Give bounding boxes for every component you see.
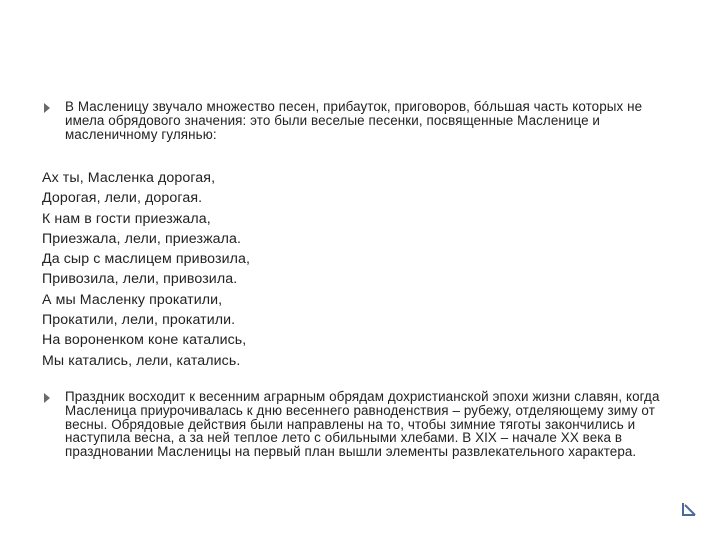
verse-line: На вороненком коне катались,	[42, 332, 247, 349]
corner-mark-diagonal	[685, 505, 695, 515]
verse-line: Ах ты, Масленка дорогая,	[42, 170, 216, 186]
verse-line: К нам в гости приезжала,	[42, 210, 211, 227]
verse-line: Привозила, лели, привозила.	[42, 271, 238, 288]
verse-line: Дорогая, лели, дорогая.	[42, 190, 203, 207]
bullet-item-history	[44, 390, 684, 459]
verse-line: Мы катались, лели, катались.	[42, 352, 241, 369]
bullet-item-intro	[44, 100, 684, 141]
bullet-text-history: Праздник восходит к весенним аграрным обрядам дохристианской эпохи жизни славян, когда Масленица приурочивалась к дню весеннего равноденствия – рубежу, отделяющему зиму от весны. Обрядовые действия были направлены на то, чтобы зимние тяготы закончились и наступила весна, а за ней теплое лето с обильными хлебами. В XIX – начале XX века в праздновании Масленицы на первый план вышли элементы развлекательного характера.	[65, 389, 660, 460]
song-verse	[42, 168, 250, 371]
verse-line: Да сыр с маслицем привозила,	[42, 251, 251, 268]
verse-line: Приезжала, лели, приезжала.	[42, 230, 242, 247]
corner-mark-icon	[680, 500, 700, 520]
triangle-right-icon	[44, 103, 50, 113]
triangle-right-icon	[44, 393, 50, 403]
verse-line: А мы Масленку прокатили,	[42, 291, 223, 308]
bullet-text-intro: В Масленицу звучало множество песен, прибауток, приговоров, бóльшая часть которых не имела обрядового значения: это были веселые песенки, посвященные Масленице и масленичному гулянью:	[65, 99, 643, 142]
verse-line: Прокатили, лели, прокатили.	[42, 312, 236, 329]
